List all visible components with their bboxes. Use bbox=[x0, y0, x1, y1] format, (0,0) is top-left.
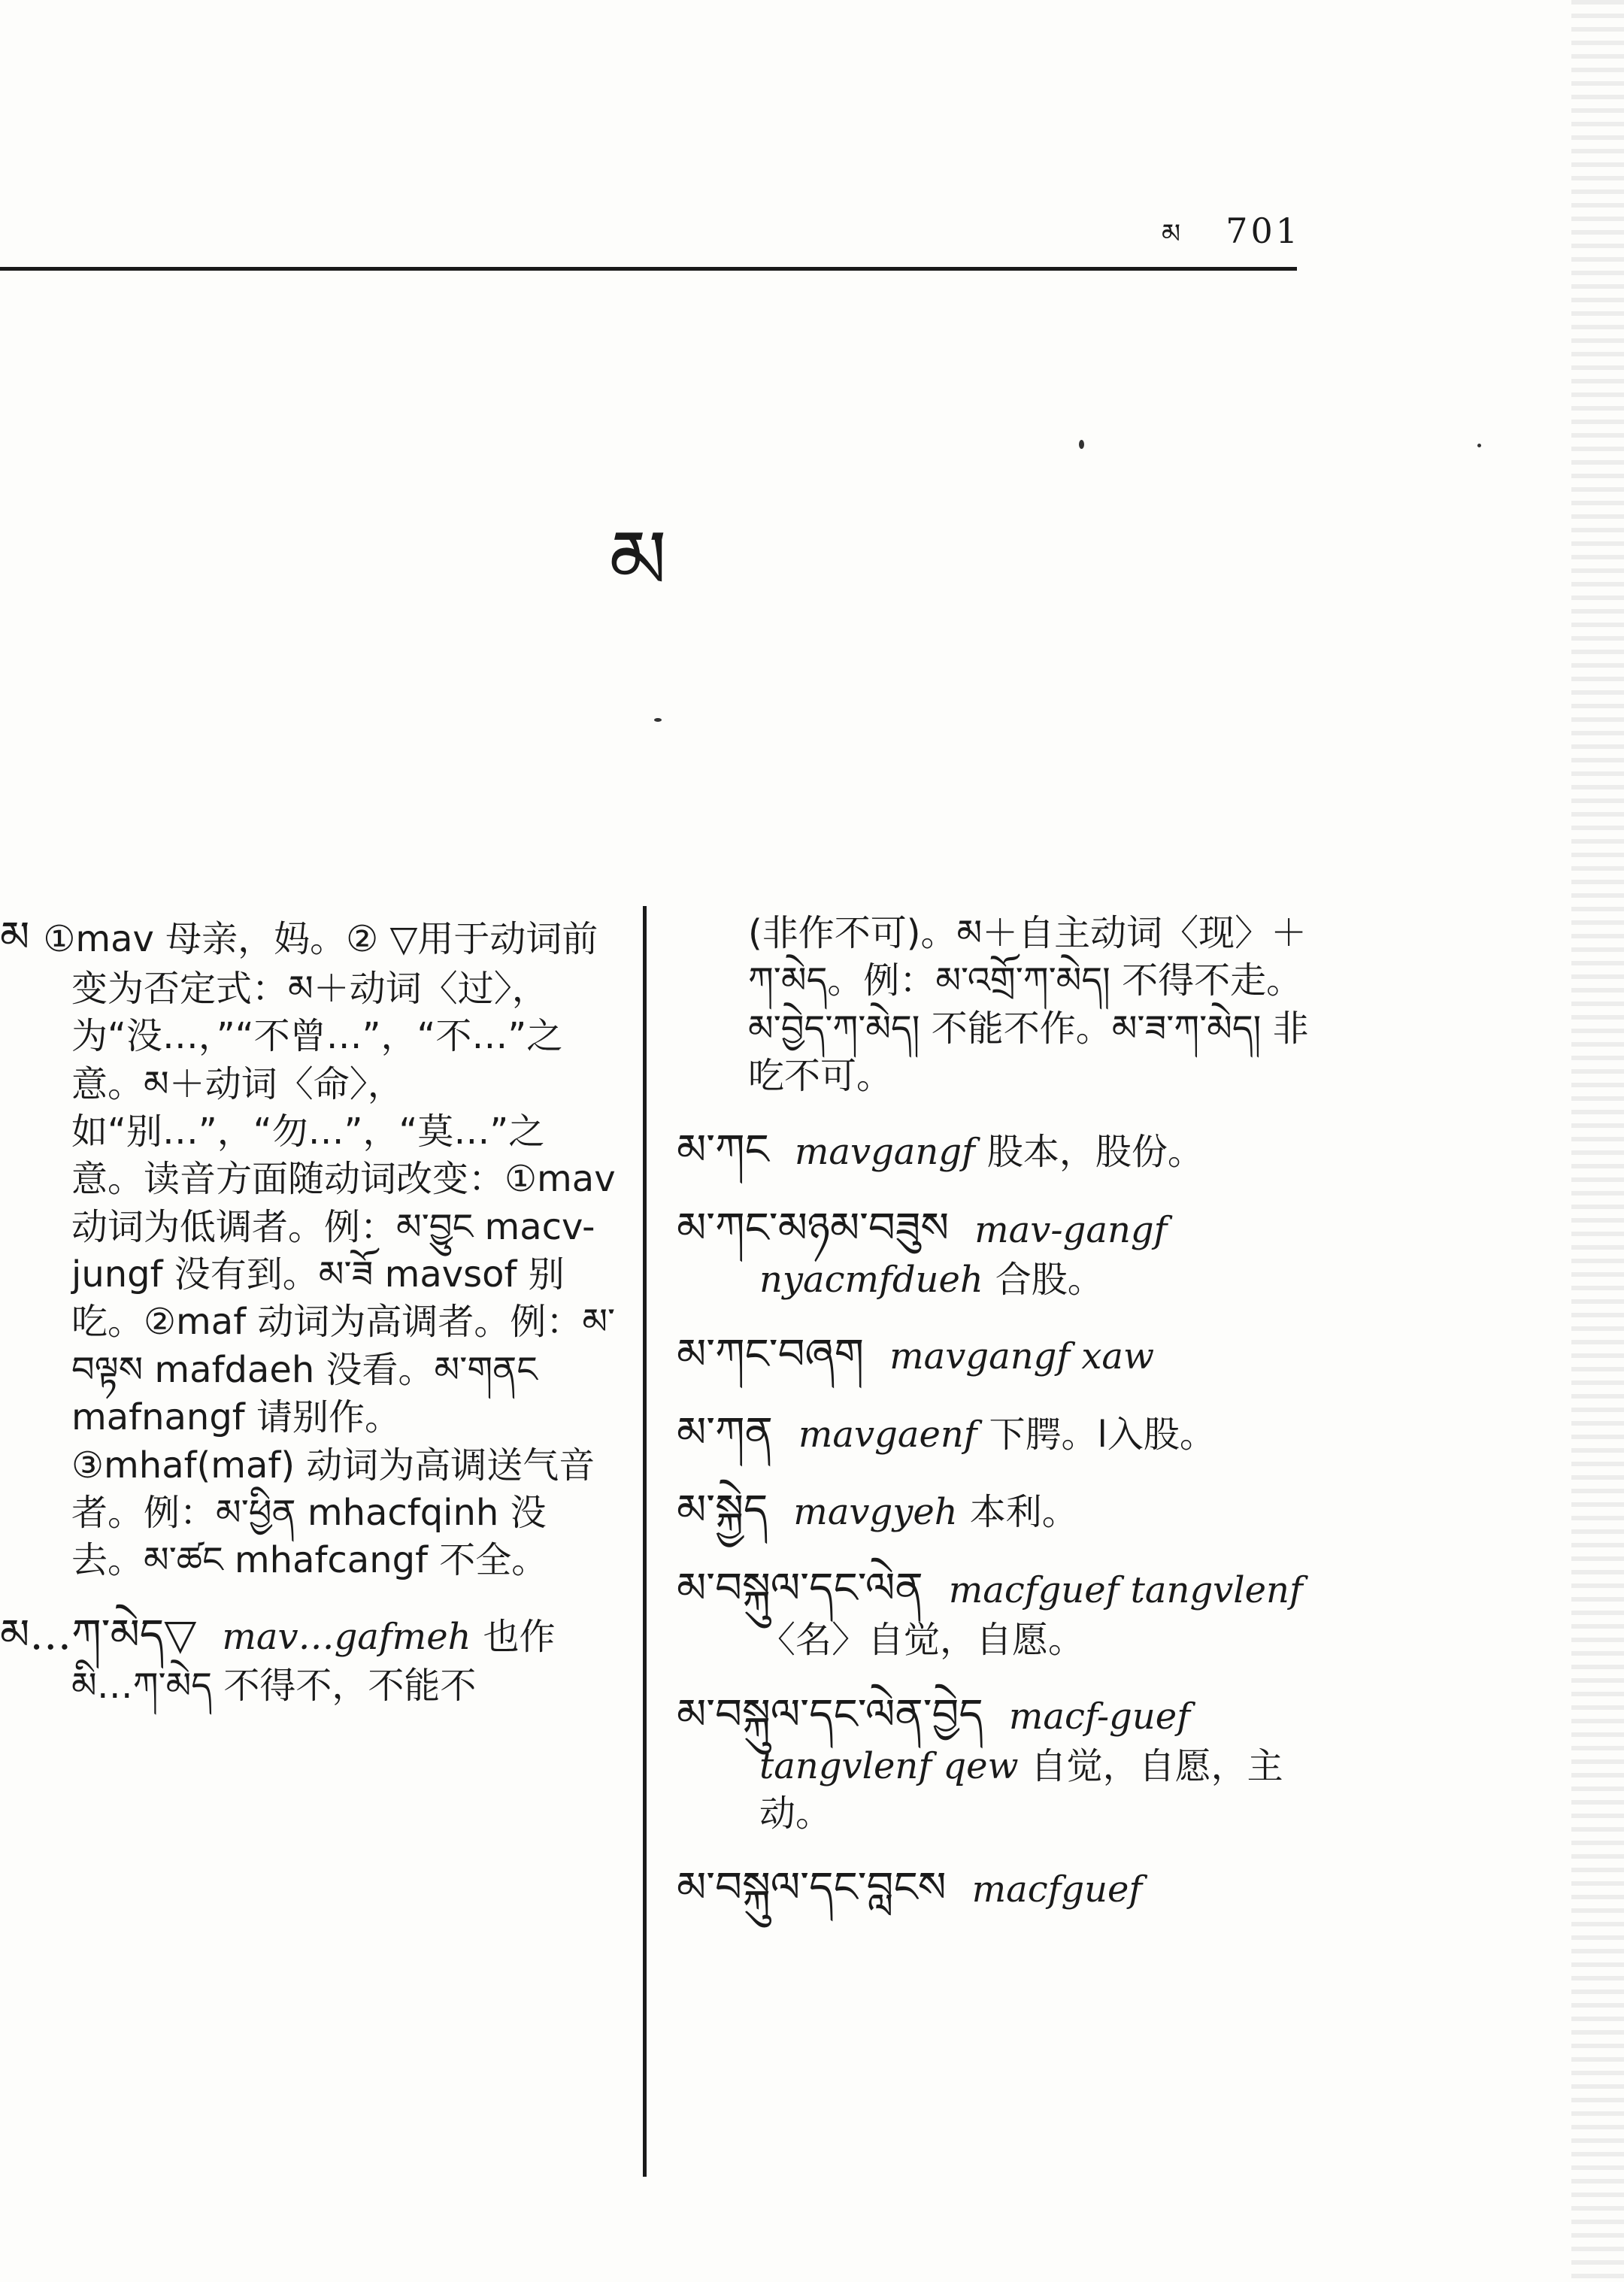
entry-gloss: 自觉，自愿，主动。 bbox=[759, 1744, 1283, 1835]
scan-speck bbox=[1079, 440, 1084, 449]
entry-text: (非作不可)。མ＋自主动词〈现〉＋ཀ་མེད。例：མ་འགྲོ་ཀ་མེད། 不得不走。མ་བྱེད་ཀ་མེད། 不能不作。མ་ཟ་ཀ་མེད། 非吃不可。 bbox=[748, 912, 1309, 1098]
dictionary-entry bbox=[677, 1860, 1316, 1916]
dictionary-entry bbox=[0, 1608, 617, 1711]
entry-continuation bbox=[677, 910, 1316, 1100]
entry-headword: མ…ཀ་མེད▽ bbox=[0, 1610, 197, 1659]
column-divider bbox=[643, 906, 647, 2177]
dictionary-entry bbox=[677, 1327, 1316, 1383]
dictionary-entry bbox=[677, 1405, 1316, 1461]
entry-gloss: 下腭。l入股。 bbox=[989, 1413, 1216, 1456]
entry-pronunciation: mav…gafmeh bbox=[222, 1615, 471, 1658]
entry-text: 也作 མི…ཀ་མེད 不得不，不能不 bbox=[71, 1615, 556, 1708]
scan-speck bbox=[654, 718, 662, 722]
running-letter: མ bbox=[1161, 219, 1181, 250]
left-column bbox=[0, 910, 617, 1733]
header-rule bbox=[0, 267, 1297, 271]
scan-speck bbox=[1477, 444, 1481, 447]
entry-pronunciation: mav-gangf nyacmfdueh bbox=[759, 1209, 1168, 1302]
entry-pronunciation: macf-guef tangvlenf qew bbox=[759, 1695, 1190, 1787]
entry-headword: མ་ཀང་བཞག bbox=[677, 1329, 865, 1379]
entry-gloss: 〈名〉自觉，自愿。 bbox=[759, 1619, 1085, 1662]
dictionary-entry bbox=[677, 1201, 1316, 1304]
entry-headword: མ་སྐྱེད bbox=[677, 1486, 768, 1535]
entry-pronunciation: mavgangf bbox=[794, 1131, 975, 1174]
entry-gloss: 合股。 bbox=[995, 1259, 1104, 1302]
entry-gloss: 股本，股份。 bbox=[986, 1131, 1204, 1174]
entry-pronunciation: mavgyeh bbox=[793, 1491, 958, 1534]
entry-headword: མ་བསྐུལ་དང་བླངས bbox=[677, 1863, 947, 1913]
dictionary-entry bbox=[677, 1483, 1316, 1538]
page-number: 701 bbox=[1226, 211, 1301, 251]
entry-text: ①mav 母亲，妈。② ▽用于动词前变为否定式：མ＋动词〈过〉，为“没…，”“不曾…”，“不…”之意。མ＋动词〈命〉，如“别…”，“勿…”，“莫…”之意。读音方面随动词改变：①mav 动词为低调者。例：མ་བྱུང macv-jungf 没有到。མ་ཟོ mavsof 别吃。②maf 动词为高调者。例：མ་བལྟས mafdaeh 没看。མ་གནང mafnangf 请别作。③mhaf(maf) 动词为高调送气音者。例：མ་ཕྱིན mhacfqinh 没去。མ་ཚང mhafcangf 不全。 bbox=[43, 918, 616, 1582]
scan-edge bbox=[1571, 0, 1624, 2282]
entry-headword: མ་བསྐུལ་དང་ལེན་བྱེད bbox=[677, 1690, 983, 1739]
dictionary-entry bbox=[677, 1561, 1316, 1664]
entry-headword: མ bbox=[0, 913, 30, 962]
right-column bbox=[677, 910, 1316, 1938]
dictionary-entry bbox=[677, 1123, 1316, 1178]
dictionary-entry bbox=[677, 1687, 1316, 1838]
entry-pronunciation: macfguef bbox=[971, 1868, 1143, 1911]
entry-pronunciation: mavgaenf bbox=[798, 1413, 977, 1456]
entry-headword: མ་ཀང་མཉམ་བཟུས bbox=[677, 1204, 950, 1253]
dictionary-entry bbox=[0, 910, 617, 1585]
section-letter: མ bbox=[609, 512, 668, 608]
entry-pronunciation: macfguef tangvlenf bbox=[948, 1569, 1303, 1612]
entry-pronunciation: mavgangf xaw bbox=[889, 1335, 1155, 1377]
entry-gloss: 本利。 bbox=[969, 1491, 1078, 1534]
entry-headword: མ་བསྐུལ་དང་ལེན bbox=[677, 1564, 923, 1614]
entry-headword: མ་ཀན bbox=[677, 1408, 773, 1457]
entry-headword: མ་ཀང bbox=[677, 1126, 769, 1175]
